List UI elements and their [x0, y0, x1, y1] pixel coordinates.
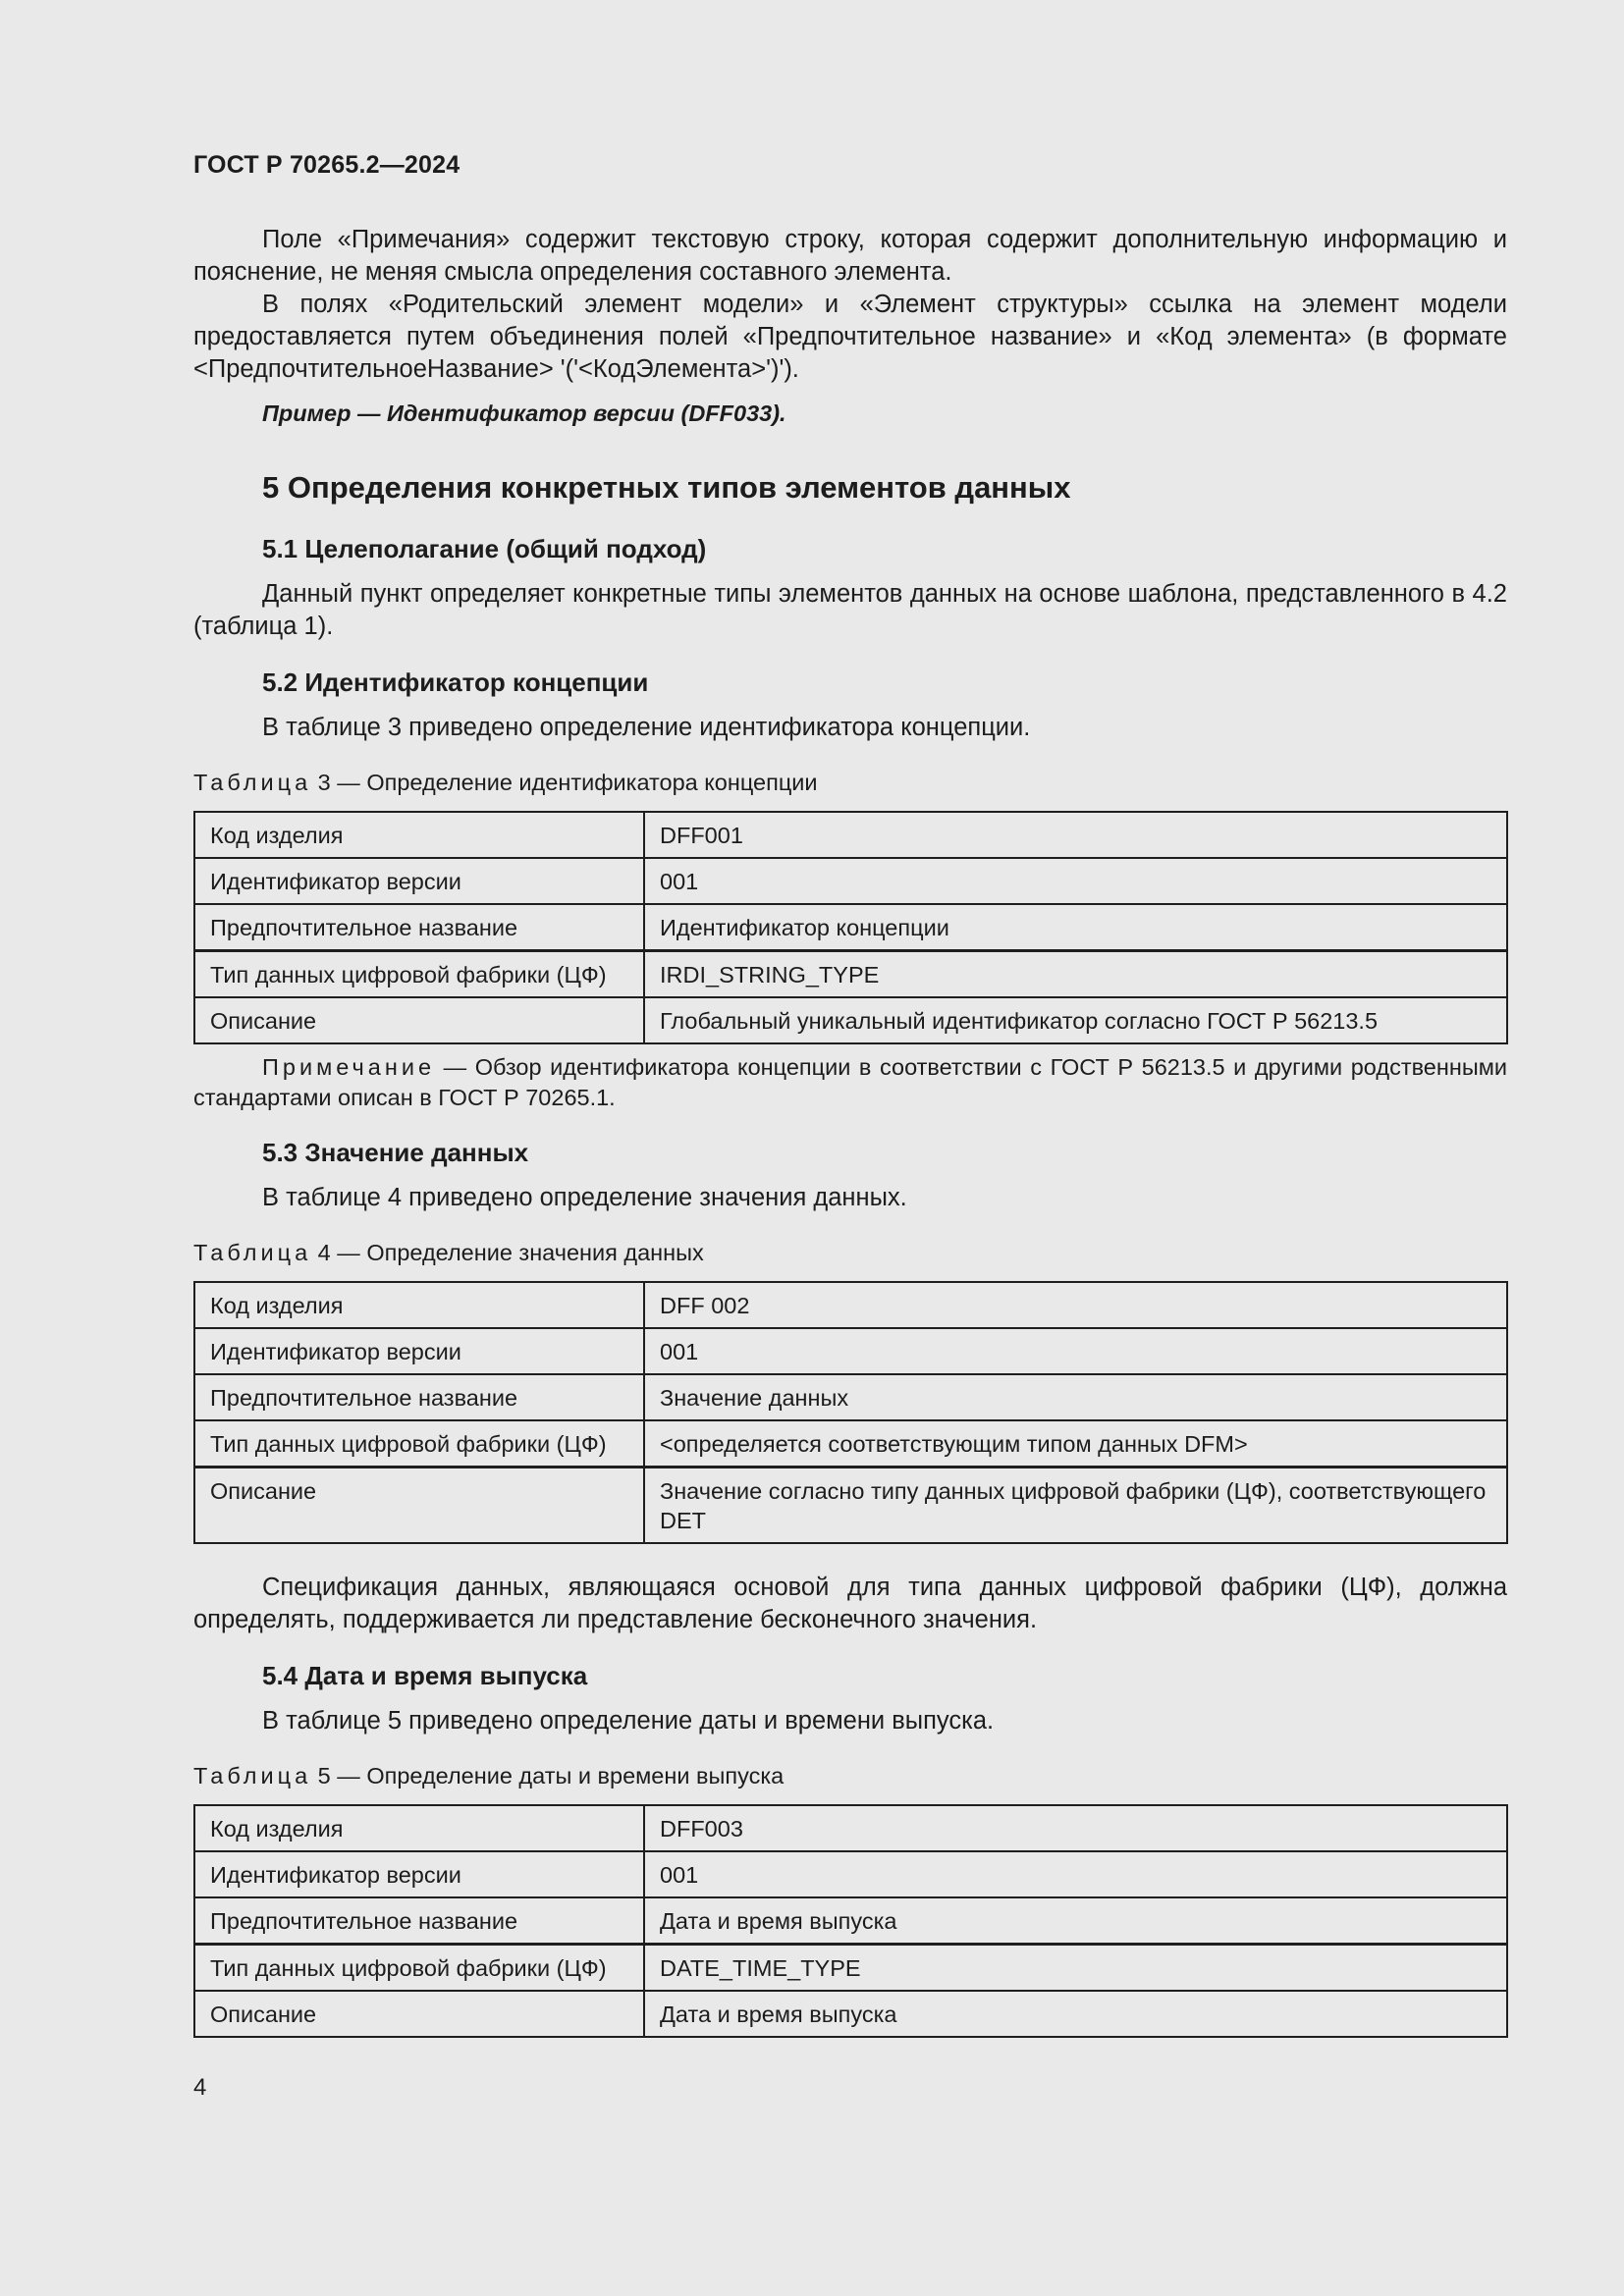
table-row	[194, 1991, 1507, 2037]
table-4	[193, 1281, 1508, 1544]
table-label: Таблица	[193, 1240, 312, 1265]
table-cell-key: Описание	[194, 1468, 644, 1544]
table-row	[194, 1945, 1507, 1992]
section-5-3-text: В таблице 4 приведено определение значения данных.	[262, 1184, 907, 1211]
table-row	[194, 1851, 1507, 1897]
table-label: Таблица	[193, 1763, 312, 1789]
table-cell-key: Описание	[194, 1991, 644, 2037]
example-text: Пример — Идентификатор версии (DFF033).	[262, 400, 786, 426]
table-cell-value: IRDI_STRING_TYPE	[644, 951, 1507, 998]
table-cell-value: Дата и время выпуска	[644, 1991, 1507, 2037]
note-text: — Обзор идентификатора концепции в соответствии с ГОСТ Р 56213.5 и другими родственными стандартами описан в ГОСТ Р 70265.1.	[193, 1054, 1507, 1110]
table-row	[194, 1420, 1507, 1468]
table-cell-value: DFF001	[644, 812, 1507, 858]
table-row	[194, 1897, 1507, 1945]
table-3-note	[193, 1052, 1507, 1113]
table-5-caption	[193, 1759, 1507, 1792]
table-row	[194, 951, 1507, 998]
table-cell-key: Идентификатор версии	[194, 1328, 644, 1374]
page-content	[193, 145, 1507, 2038]
table-row	[194, 904, 1507, 951]
table-cell-value: DFF 002	[644, 1282, 1507, 1328]
table-row	[194, 858, 1507, 904]
table-cell-value: 001	[644, 1328, 1507, 1374]
table-label: Таблица	[193, 770, 312, 795]
section-5-3-after-text: Спецификация данных, являющаяся основой для типа данных цифровой фабрики (ЦФ), должна определять, поддерживается ли представление бесконечного значения.	[193, 1574, 1507, 1633]
table-caption-text: 3 — Определение идентификатора концепции	[311, 770, 818, 795]
table-3-caption	[193, 766, 1507, 799]
table-4-caption	[193, 1236, 1507, 1269]
table-row	[194, 812, 1507, 858]
section-5-3-title: 5.3 Значение данных	[262, 1138, 529, 1167]
section-5-title: 5 Определения конкретных типов элементов данных	[262, 470, 1071, 505]
section-5-2-text: В таблице 3 приведено определение идентификатора концепции.	[262, 714, 1031, 741]
section-5-1-title: 5.1 Целеполагание (общий подход)	[262, 534, 707, 563]
table-cell-value: Глобальный уникальный идентификатор согласно ГОСТ Р 56213.5	[644, 997, 1507, 1043]
table-cell-key: Описание	[194, 997, 644, 1043]
table-cell-key: Предпочтительное название	[194, 1374, 644, 1420]
table-cell-key: Код изделия	[194, 1805, 644, 1851]
note-label: Примечание	[262, 1054, 436, 1080]
table-cell-key: Идентификатор версии	[194, 858, 644, 904]
table-caption-text: 5 — Определение даты и времени выпуска	[311, 1763, 785, 1789]
intro-paragraph-notes: Поле «Примечания» содержит текстовую строку, которая содержит дополнительную информацию и пояснение, не меняя смысла определения составного элемента.	[193, 226, 1507, 286]
section-5-2-title: 5.2 Идентификатор концепции	[262, 667, 649, 697]
table-row	[194, 1282, 1507, 1328]
intro-paragraph-reference: В полях «Родительский элемент модели» и «Элемент структуры» ссылка на элемент модели предоставляется путем объединения полей «Предпочтительное название» и «Код элемента» (в формате <ПредпочтительноеНазвание> '('<КодЭлемента>')').	[193, 291, 1507, 383]
table-cell-value: <определяется соответствующим типом данных DFM>	[644, 1420, 1507, 1468]
section-5-4-title: 5.4 Дата и время выпуска	[262, 1661, 588, 1690]
table-cell-key: Тип данных цифровой фабрики (ЦФ)	[194, 951, 644, 998]
table-3	[193, 811, 1508, 1044]
table-cell-key: Код изделия	[194, 812, 644, 858]
page-number: 4	[193, 2074, 207, 2101]
table-cell-value: 001	[644, 858, 1507, 904]
table-cell-key: Предпочтительное название	[194, 904, 644, 951]
table-row	[194, 997, 1507, 1043]
table-cell-value: 001	[644, 1851, 1507, 1897]
table-5	[193, 1804, 1508, 2038]
section-5-4-text: В таблице 5 приведено определение даты и времени выпуска.	[262, 1707, 995, 1735]
table-cell-value: Значение согласно типу данных цифровой фабрики (ЦФ), соответствующего DET	[644, 1468, 1507, 1544]
table-cell-key: Тип данных цифровой фабрики (ЦФ)	[194, 1420, 644, 1468]
table-cell-key: Предпочтительное название	[194, 1897, 644, 1945]
table-cell-value: Значение данных	[644, 1374, 1507, 1420]
table-cell-value: Дата и время выпуска	[644, 1897, 1507, 1945]
table-cell-value: Идентификатор концепции	[644, 904, 1507, 951]
document-header: ГОСТ Р 70265.2—2024	[193, 151, 460, 179]
section-5-1-text: Данный пункт определяет конкретные типы элементов данных на основе шаблона, представленного в 4.2 (таблица 1).	[193, 580, 1507, 640]
table-row	[194, 1805, 1507, 1851]
table-cell-value: DATE_TIME_TYPE	[644, 1945, 1507, 1992]
table-cell-key: Код изделия	[194, 1282, 644, 1328]
table-caption-text: 4 — Определение значения данных	[311, 1240, 704, 1265]
table-cell-key: Идентификатор версии	[194, 1851, 644, 1897]
table-row	[194, 1468, 1507, 1544]
table-cell-value: DFF003	[644, 1805, 1507, 1851]
table-cell-key: Тип данных цифровой фабрики (ЦФ)	[194, 1945, 644, 1992]
table-row	[194, 1328, 1507, 1374]
table-row	[194, 1374, 1507, 1420]
